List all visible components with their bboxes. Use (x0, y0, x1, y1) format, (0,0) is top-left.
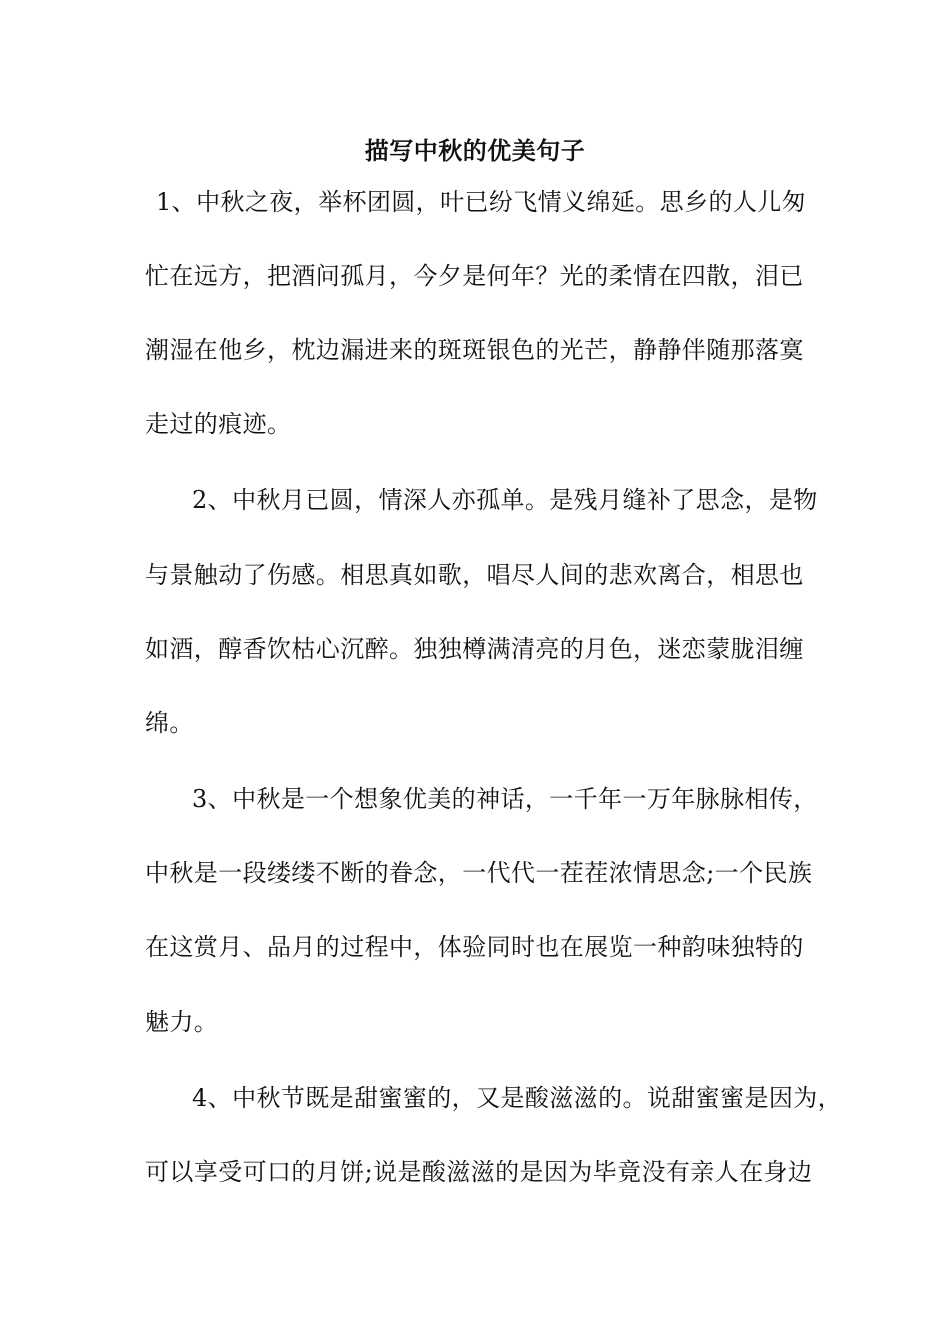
paragraph-1-line-1: 1、中秋之夜，举杯团圆，叶已纷飞情义绵延。思乡的人儿匆 (156, 188, 807, 216)
paragraph-2-line-2: 与景触动了伤感。相思真如歌，唱尽人间的悲欢离合，相思也 (145, 561, 804, 589)
paragraph-3-line-3: 在这赏月、品月的过程中，体验同时也在展览一种韵味独特的 (145, 933, 804, 961)
paragraph-3-line-1: 3、中秋是一个想象优美的神话，一千年一万年脉脉相传， (192, 785, 818, 813)
paragraph-4-line-2: 可以享受可口的月饼;说是酸滋滋的是因为毕竟没有亲人在身边 (145, 1158, 813, 1186)
paragraph-1-line-4: 走过的痕迹。 (145, 410, 292, 438)
paragraph-2-line-4: 绵。 (145, 709, 194, 737)
paragraph-2-line-1: 2、中秋月已圆，情深人亦孤单。是残月缝补了思念，是物 (192, 486, 818, 514)
paragraph-4-line-1: 4、中秋节既是甜蜜蜜的，又是酸滋滋的。说甜蜜蜜是因为， (192, 1084, 843, 1112)
paragraph-2-line-3: 如酒，醇香饮枯心沉醉。独独樽满清亮的月色，迷恋蒙胧泪缠 (145, 635, 804, 663)
paragraph-1-line-2: 忙在远方，把酒问孤月，今夕是何年？光的柔情在四散，泪已 (145, 262, 804, 290)
document-title: 描写中秋的优美句子 (364, 137, 586, 165)
paragraph-1-line-3: 潮湿在他乡，枕边漏进来的斑斑银色的光芒，静静伴随那落寞 (145, 336, 804, 364)
paragraph-3-line-2: 中秋是一段缕缕不断的眷念，一代代一茬茬浓情思念;一个民族 (145, 859, 813, 887)
paragraph-3-line-4: 魅力。 (145, 1008, 219, 1036)
